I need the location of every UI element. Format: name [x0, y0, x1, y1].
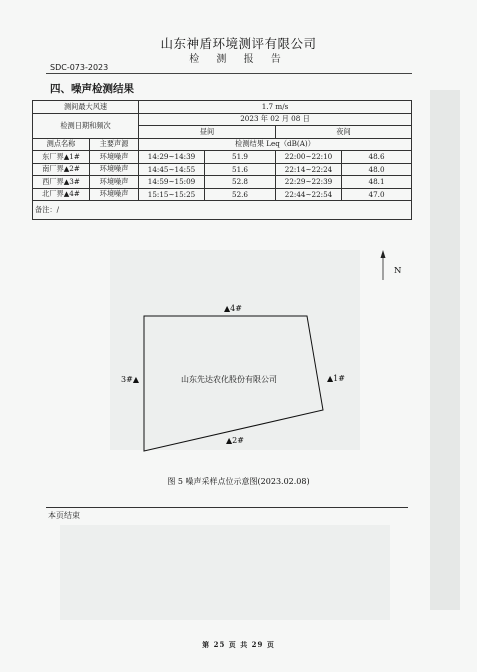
date-label: 检测日期和频次 — [33, 113, 139, 138]
day-time: 15:15~15:25 — [139, 188, 205, 201]
main-source: 环境噪声 — [90, 163, 139, 176]
day-header: 昼间 — [139, 126, 276, 139]
point-header: 测点名称 — [33, 138, 90, 151]
page-number: 第 25 页 共 29 页 — [202, 640, 275, 649]
night-value: 47.0 — [342, 188, 412, 201]
company-name: 山东神盾环境测评有限公司 — [160, 36, 317, 51]
main-source: 环境噪声 — [90, 151, 139, 164]
result-header: 检测结果 Leq（dB(A)） — [139, 138, 412, 151]
figure-caption: 图 5 噪声采样点位示意图(2023.02.08) — [167, 477, 310, 486]
day-value: 51.9 — [205, 151, 276, 164]
day-time: 14:45~14:55 — [139, 163, 205, 176]
day-time: 14:59~15:09 — [139, 176, 205, 189]
remarks: 备注：/ — [33, 201, 412, 220]
north-arrow-icon — [381, 250, 386, 280]
wind-label: 测间最大风速 — [33, 101, 139, 114]
end-of-page-text: 本页结束 — [48, 511, 80, 520]
point-2-marker: ▲2# — [226, 436, 244, 445]
night-value: 48.6 — [342, 151, 412, 164]
point-3-marker: 3#▲ — [121, 375, 139, 384]
night-value: 48.0 — [342, 163, 412, 176]
source-header: 主要声源 — [90, 138, 139, 151]
end-divider — [46, 507, 408, 508]
night-time: 22:44~22:54 — [276, 188, 342, 201]
night-time: 22:00~22:10 — [276, 151, 342, 164]
point-name: 西厂界▲3# — [33, 176, 90, 189]
report-title: 检 测 报 告 — [189, 54, 288, 65]
night-header: 夜间 — [276, 126, 412, 139]
main-source: 环境噪声 — [90, 176, 139, 189]
point-name: 南厂界▲2# — [33, 163, 90, 176]
section-title: 四、噪声检测结果 — [50, 83, 134, 95]
point-name: 东厂界▲1# — [33, 151, 90, 164]
point-name: 北厂界▲4# — [33, 188, 90, 201]
night-time: 22:14~22:24 — [276, 163, 342, 176]
day-value: 52.6 — [205, 188, 276, 201]
day-value: 52.8 — [205, 176, 276, 189]
north-label: N — [394, 266, 402, 276]
night-value: 48.1 — [342, 176, 412, 189]
night-time: 22:29~22:39 — [276, 176, 342, 189]
main-source: 环境噪声 — [90, 188, 139, 201]
document-number: SDC-073-2023 — [50, 63, 109, 72]
point-1-marker: ▲1# — [327, 374, 345, 383]
site-name: 山东先达农化股份有限公司 — [181, 375, 277, 384]
date-value: 2023 年 02 月 08 日 — [139, 113, 412, 126]
point-4-marker: ▲4# — [224, 304, 242, 313]
day-value: 51.6 — [205, 163, 276, 176]
wind-value: 1.7 m/s — [139, 101, 412, 114]
day-time: 14:29~14:39 — [139, 151, 205, 164]
